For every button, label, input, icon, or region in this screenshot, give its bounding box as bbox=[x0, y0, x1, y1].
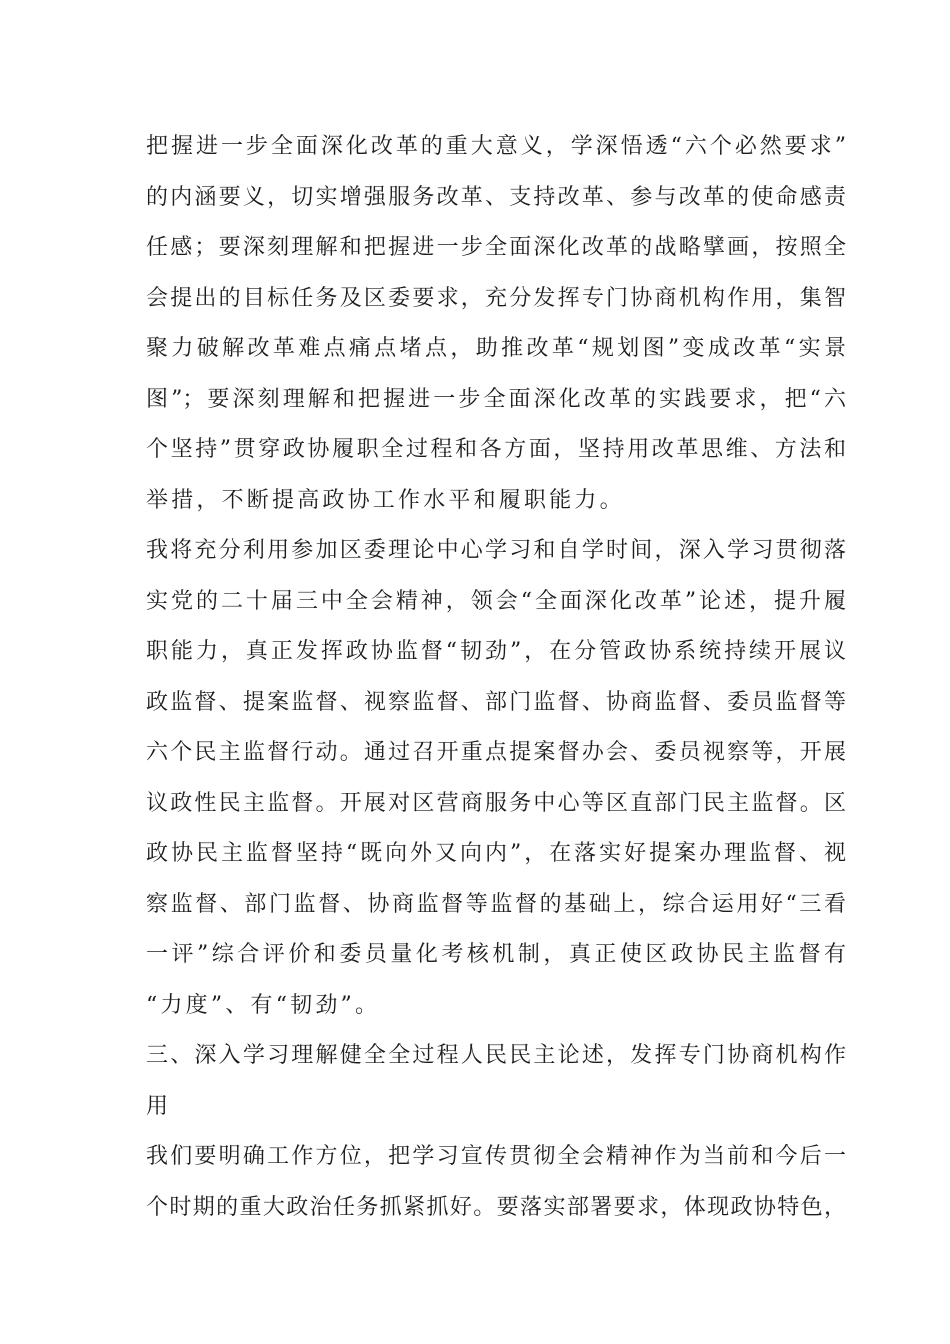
text-line: 一评”综合评价和委员量化考核机制，真正使区政协民主监督有 bbox=[146, 942, 846, 967]
text-line: 聚力破解改革难点痛点堵点，助推改革“规划图”变成改革“实景 bbox=[146, 336, 846, 361]
text-line: 个坚持”贯穿政协履职全过程和各方面，坚持用改革思维、方法和 bbox=[146, 437, 846, 462]
text-line: 个时期的重大政治任务抓紧抓好。要落实部署要求，体现政协特色， bbox=[146, 1194, 846, 1220]
text-line: 把握进一步全面深化改革的重大意义，学深悟透“六个必然要求” bbox=[146, 134, 846, 159]
text-line: 政协民主监督坚持“既向外又向内”，在落实好提案办理监督、视 bbox=[146, 841, 846, 866]
text-line: 我们要明确工作方位，把学习宣传贯彻全会精神作为当前和今后一 bbox=[146, 1144, 846, 1169]
section-heading-continued: 用 bbox=[146, 1093, 172, 1119]
text-line: 任感；要深刻理解和把握进一步全面深化改革的战略擘画，按照全 bbox=[146, 235, 846, 260]
text-line: “力度”、有“韧劲”。 bbox=[146, 992, 381, 1018]
text-line: 六个民主监督行动。通过召开重点提案督办会、委员视察等，开展 bbox=[146, 740, 846, 765]
section-heading: 三、深入学习理解健全全过程人民民主论述，发挥专门协商机构作 bbox=[146, 1043, 846, 1068]
text-line: 举措，不断提高政协工作水平和履职能力。 bbox=[146, 487, 625, 513]
text-line: 察监督、部门监督、协商监督等监督的基础上，综合运用好“三看 bbox=[146, 891, 846, 917]
text-line: 会提出的目标任务及区委要求，充分发挥专门协商机构作用，集智 bbox=[146, 285, 846, 311]
text-line: 职能力，真正发挥政协监督“韧劲”，在分管政协系统持续开展议 bbox=[146, 639, 846, 664]
text-line: 我将充分利用参加区委理论中心学习和自学时间，深入学习贯彻落 bbox=[146, 538, 846, 563]
text-line: 实党的二十届三中全会精神，领会“全面深化改革”论述，提升履 bbox=[146, 588, 846, 614]
text-line: 的内涵要义，切实增强服务改革、支持改革、参与改革的使命感责 bbox=[146, 184, 846, 210]
text-line: 议政性民主监督。开展对区营商服务中心等区直部门民主监督。区 bbox=[146, 790, 846, 816]
text-line: 政监督、提案监督、视察监督、部门监督、协商监督、委员监督等 bbox=[146, 689, 846, 715]
document-body bbox=[146, 128, 846, 1239]
text-line: 图”；要深刻理解和把握进一步全面深化改革的实践要求，把“六 bbox=[146, 386, 846, 412]
